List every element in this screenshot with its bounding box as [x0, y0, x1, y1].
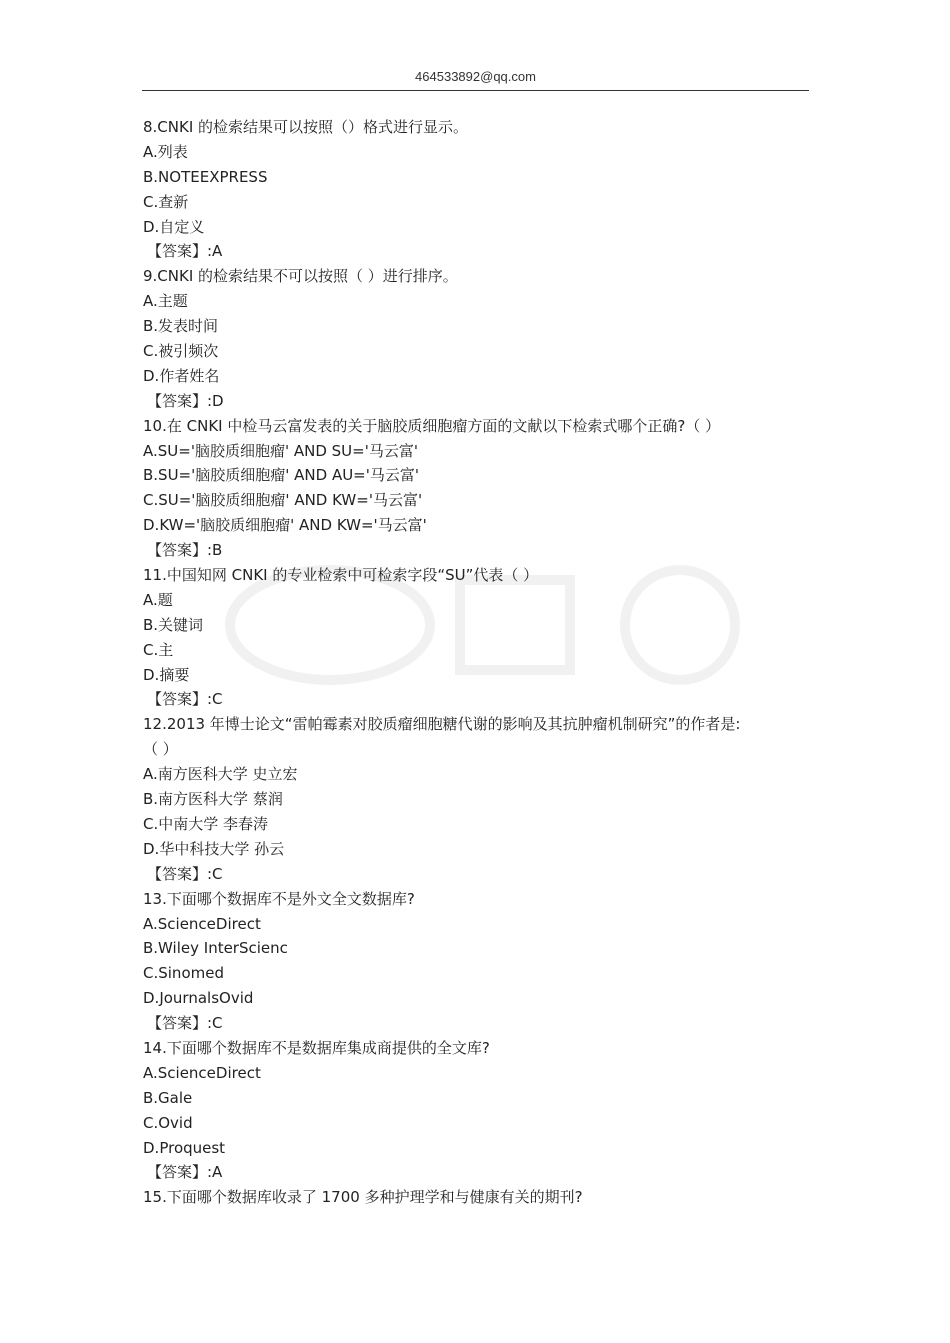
- answer-line: 【答案】:A: [147, 242, 223, 261]
- option-d: D.Proquest: [143, 1138, 226, 1157]
- option-b: B.发表时间: [143, 317, 219, 336]
- option-b: B.NOTEEXPRESS: [143, 167, 268, 186]
- answer-line: 【答案】:A: [147, 1163, 223, 1182]
- option-c: C.Sinomed: [143, 964, 224, 983]
- option-a: A.主题: [143, 292, 188, 311]
- option-d: D.摘要: [143, 665, 190, 684]
- question-block: [143, 563, 808, 712]
- question-text: 8.CNKI 的检索结果可以按照（）格式进行显示。: [143, 118, 469, 136]
- option-b: B.关键词: [143, 615, 204, 634]
- question-block: [143, 264, 808, 413]
- option-d: D.华中科技大学 孙云: [143, 839, 285, 858]
- header-email: 464533892@qq.com: [415, 69, 536, 84]
- question-text: 12.2013 年博士论文“雷帕霉素对胶质瘤细胞糖代谢的影响及其抗肿瘤机制研究”的作者是:: [143, 715, 741, 734]
- option-b: B.SU='脑胶质细胞瘤' AND AU='马云富': [143, 466, 419, 485]
- question-text: 15.下面哪个数据库收录了 1700 多种护理学和与健康有关的期刊?: [143, 1188, 583, 1207]
- option-d: D.作者姓名: [143, 366, 220, 385]
- option-b: B.Gale: [143, 1088, 193, 1107]
- question-text: 10.在 CNKI 中检马云富发表的关于脑胶质细胞瘤方面的文献以下检索式哪个正确?（ ）: [143, 416, 721, 435]
- question-block: [143, 414, 808, 563]
- question-text: 9.CNKI 的检索结果不可以按照（ ）进行排序。: [143, 267, 458, 286]
- option-d: D.JournalsOvid: [143, 989, 254, 1008]
- option-a: A.SU='脑胶质细胞瘤' AND SU='马云富': [143, 441, 418, 460]
- question-block: [143, 1036, 808, 1185]
- question-list: [143, 115, 808, 1210]
- question-block: [143, 115, 808, 264]
- option-a: A.题: [143, 590, 173, 609]
- option-a: A.ScienceDirect: [143, 1063, 261, 1082]
- option-a: A.ScienceDirect: [143, 914, 261, 933]
- answer-line: 【答案】:D: [147, 391, 224, 410]
- option-b: B.南方医科大学 蔡润: [143, 790, 283, 809]
- option-b: B.Wiley InterScienc: [143, 939, 288, 958]
- page-header: [142, 66, 809, 91]
- answer-line: 【答案】:C: [147, 690, 223, 709]
- question-block: [143, 712, 808, 886]
- option-c: C.SU='脑胶质细胞瘤' AND KW='马云富': [143, 491, 423, 510]
- option-c: C.被引频次: [143, 342, 219, 361]
- answer-line: 【答案】:C: [147, 864, 223, 883]
- question-text: 11.中国知网 CNKI 的专业检索中可检索字段“SU”代表（ ）: [143, 566, 539, 585]
- option-a: A.南方医科大学 史立宏: [143, 765, 298, 784]
- option-a: A.列表: [143, 142, 188, 161]
- option-c: C.Ovid: [143, 1113, 193, 1132]
- answer-line: 【答案】:B: [147, 541, 223, 560]
- answer-line: 【答案】:C: [147, 1014, 223, 1033]
- question-text: 14.下面哪个数据库不是数据库集成商提供的全文库?: [143, 1038, 490, 1057]
- option-d: D.自定义: [143, 217, 205, 236]
- question-block: [143, 1185, 808, 1210]
- question-text-continued: （ ）: [143, 740, 178, 759]
- option-d: D.KW='脑胶质细胞瘤' AND KW='马云富': [143, 516, 427, 535]
- question-block: [143, 887, 808, 1036]
- option-c: C.中南大学 李春涛: [143, 814, 269, 833]
- option-c: C.查新: [143, 192, 189, 211]
- question-text: 13.下面哪个数据库不是外文全文数据库?: [143, 889, 415, 908]
- option-c: C.主: [143, 640, 174, 659]
